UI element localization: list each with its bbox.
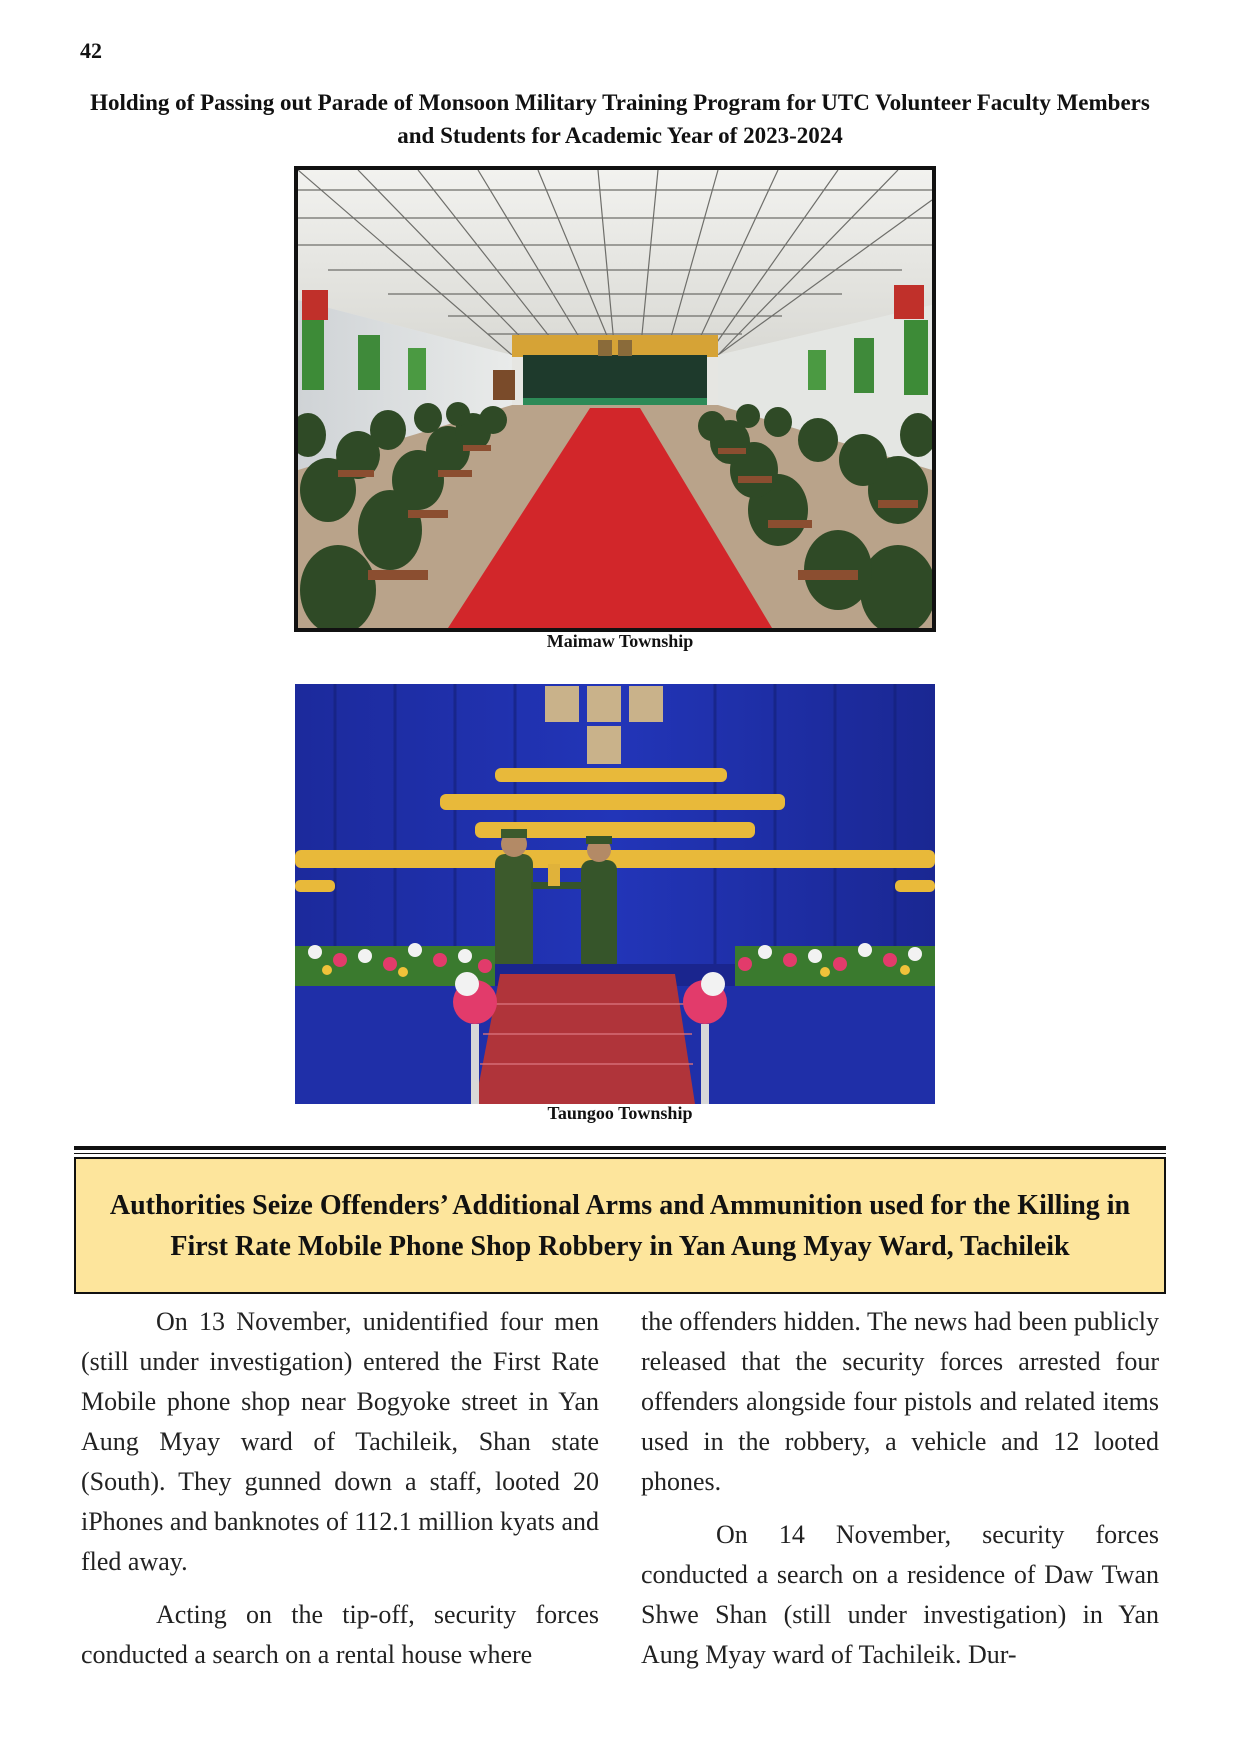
section-divider-thin [74, 1153, 1166, 1154]
article-column-right [641, 1302, 1159, 1688]
page-number: 42 [80, 38, 102, 63]
page-heading: Holding of Passing out Parade of Monsoon Military Training Program for UTC Volunteer Faculty Members and Students for Academic Year of 2023-2024 [90, 90, 1150, 148]
article-headline-box [74, 1157, 1166, 1294]
section-divider [74, 1146, 1166, 1150]
article-paragraph: the offenders hidden. The news had been publicly released that the security forces arrested four offenders alongside four pistols and related items used in the robbery, a vehicle and 12 looted phones. [641, 1307, 1159, 1496]
photo-caption-maimaw: Maimaw Township [546, 631, 694, 651]
article-column-left [81, 1302, 599, 1688]
photo-caption-taungoo: Taungoo Township [547, 1103, 693, 1123]
ceremony-photo [295, 684, 935, 1104]
article-paragraph: Acting on the tip-off, security forces conducted a search on a rental house where [81, 1600, 599, 1669]
article-paragraph: On 13 November, unidentified four men (still under investigation) entered the First Rate Mobile phone shop near Bogyoke street in Yan Aung Myay ward of Tachileik, Shan state (South). They gunned down a staff, looted 20 iPhones and banknotes of 112.1 million kyats and fled away. [81, 1307, 599, 1576]
article-headline: Authorities Seize Offenders’ Additional Arms and Ammunition used for the Killing in First Rate Mobile Phone Shop Robbery in Yan Aung Myay Ward, Tachileik [109, 1189, 1131, 1262]
auditorium-photo [294, 166, 936, 632]
article-paragraph: On 14 November, security forces conducted a search on a residence of Daw Twan Shwe Shan (still under investigation) in Yan Aung Myay ward of Tachileik. Dur- [641, 1520, 1159, 1669]
